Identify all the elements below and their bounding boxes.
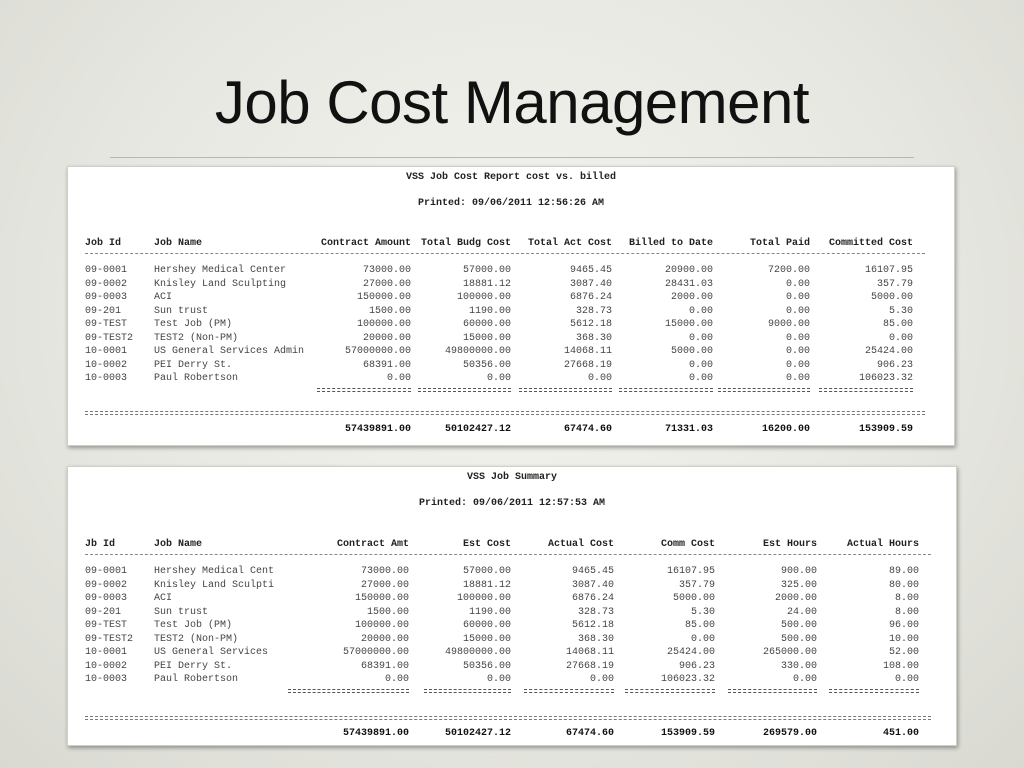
table-cell: 328.73 — [577, 606, 614, 618]
total-cell: 451.00 — [882, 728, 919, 739]
table-cell: 49800000.00 — [444, 346, 511, 357]
table-cell: 0.00 — [690, 633, 715, 645]
table-cell: Paul Robertson — [154, 674, 239, 685]
table-cell: 328.73 — [575, 305, 612, 317]
report-printed-date: Printed: 09/06/2011 12:57:53 AM — [418, 498, 606, 509]
table-cell: 0.00 — [688, 373, 713, 384]
column-header: Total Act Cost — [527, 238, 612, 249]
table-cell: 60000.00 — [462, 319, 511, 330]
table-row — [68, 673, 956, 686]
table-cell: 18881.12 — [462, 579, 511, 591]
table-cell: 6876.24 — [571, 593, 614, 604]
table-cell: 1500.00 — [368, 305, 411, 317]
total-cell: 269579.00 — [762, 728, 817, 739]
table-row — [68, 660, 956, 673]
table-cell: 80.00 — [888, 579, 919, 591]
table-cell: 09-TEST2 — [85, 633, 134, 645]
table-cell: 5000.00 — [672, 593, 715, 604]
subtotal-underline — [519, 388, 612, 392]
table-cell: 49800000.00 — [444, 647, 511, 658]
column-header: Comm Cost — [660, 539, 715, 550]
table-cell: 16107.95 — [864, 265, 913, 276]
table-cell: 906.23 — [678, 660, 715, 672]
subtotal-underline — [317, 388, 411, 392]
column-header: Est Hours — [762, 539, 817, 550]
table-cell: 89.00 — [888, 566, 919, 577]
table-cell: 25424.00 — [666, 647, 715, 658]
table-cell: 10-0003 — [85, 373, 128, 384]
table-cell: TEST2 (Non-PM) — [154, 633, 239, 645]
table-row — [68, 619, 956, 632]
table-cell: 27668.19 — [563, 359, 612, 371]
table-cell: 14068.11 — [565, 647, 614, 658]
table-cell: 0.00 — [888, 332, 913, 344]
table-cell: 0.00 — [384, 674, 409, 685]
column-header: Billed to Date — [628, 238, 713, 249]
table-cell: 0.00 — [486, 674, 511, 685]
table-cell: 09-TEST2 — [85, 332, 134, 344]
table-cell: 16107.95 — [666, 566, 715, 577]
table-cell: 24.00 — [786, 606, 817, 618]
total-cell: 67474.60 — [563, 424, 612, 435]
table-cell: 85.00 — [684, 620, 715, 631]
table-cell: 0.00 — [792, 674, 817, 685]
subtotal-underline — [625, 689, 715, 693]
column-header: Contract Amt — [336, 539, 409, 550]
table-cell: 09-0002 — [85, 278, 128, 290]
table-cell: 14068.11 — [563, 346, 612, 357]
column-header: Jb Id — [85, 539, 116, 550]
table-cell: 0.00 — [688, 359, 713, 371]
table-cell: 96.00 — [888, 620, 919, 631]
subtotal-underline — [728, 689, 817, 693]
table-cell: 57000.00 — [462, 566, 511, 577]
table-cell: 52.00 — [888, 647, 919, 658]
subtotal-underline — [524, 689, 614, 693]
table-cell: ACI — [154, 292, 173, 303]
table-cell: 0.00 — [587, 373, 612, 384]
table-cell: 09-0003 — [85, 292, 128, 303]
total-cell: 71331.03 — [664, 424, 713, 435]
table-row — [68, 359, 954, 372]
report-title: VSS Job Summary — [466, 472, 557, 483]
column-header: Job Name — [154, 539, 203, 550]
table-cell: 8.00 — [894, 606, 919, 618]
table-cell: 57000.00 — [462, 265, 511, 276]
table-cell: 85.00 — [882, 319, 913, 330]
table-cell: Sun trust — [154, 606, 209, 618]
table-cell: PEI Derry St. — [154, 660, 233, 672]
table-row — [68, 633, 956, 646]
table-cell: 9465.45 — [571, 566, 614, 577]
subtotal-underline — [619, 388, 713, 392]
table-row — [68, 332, 954, 345]
table-cell: 100000.00 — [456, 292, 511, 303]
column-header: Actual Cost — [547, 539, 614, 550]
table-cell: 500.00 — [780, 633, 817, 645]
table-cell: 09-TEST — [85, 620, 128, 631]
table-cell: 368.30 — [575, 332, 612, 344]
table-cell: 57000000.00 — [342, 647, 409, 658]
table-cell: 18881.12 — [462, 278, 511, 290]
table-row — [68, 345, 954, 358]
table-row — [68, 579, 956, 592]
job-cost-report — [67, 166, 955, 446]
header-divider — [85, 253, 925, 254]
table-row — [68, 372, 954, 385]
subtotal-underline — [424, 689, 511, 693]
table-cell: 20000.00 — [360, 633, 409, 645]
table-cell: 27668.19 — [565, 660, 614, 672]
table-row — [68, 646, 956, 659]
table-cell: 2000.00 — [774, 593, 817, 604]
table-cell: 10-0002 — [85, 660, 128, 672]
table-cell: 09-0002 — [85, 579, 128, 591]
table-row — [68, 592, 956, 605]
table-cell: 8.00 — [894, 593, 919, 604]
table-cell: 0.00 — [785, 332, 810, 344]
table-cell: 150000.00 — [356, 292, 411, 303]
table-cell: Hershey Medical Cent — [154, 566, 275, 577]
title-divider — [110, 157, 914, 158]
table-cell: 20000.00 — [362, 332, 411, 344]
column-header: Est Cost — [462, 539, 511, 550]
table-cell: 1190.00 — [468, 606, 511, 618]
table-cell: 325.00 — [780, 579, 817, 591]
table-row — [68, 305, 954, 318]
table-cell: Knisley Land Sculpting — [154, 278, 287, 290]
table-cell: 0.00 — [688, 332, 713, 344]
table-cell: 9000.00 — [767, 319, 810, 330]
table-cell: 0.00 — [688, 305, 713, 317]
table-cell: Hershey Medical Center — [154, 265, 287, 276]
table-cell: 09-201 — [85, 305, 122, 317]
column-header: Actual Hours — [846, 539, 919, 550]
table-cell: 3087.40 — [569, 278, 612, 290]
subtotal-underline — [718, 388, 810, 392]
table-cell: 100000.00 — [354, 620, 409, 631]
table-cell: 265000.00 — [762, 647, 817, 658]
table-cell: Test Job (PM) — [154, 319, 233, 330]
table-cell: 20900.00 — [664, 265, 713, 276]
table-cell: 09-0001 — [85, 265, 128, 276]
job-summary-report — [67, 466, 957, 746]
table-cell: Paul Robertson — [154, 373, 239, 384]
table-cell: Knisley Land Sculpti — [154, 579, 275, 591]
table-cell: 0.00 — [785, 292, 810, 303]
table-cell: 357.79 — [678, 579, 715, 591]
table-cell: 0.00 — [894, 674, 919, 685]
header-divider — [85, 554, 931, 555]
table-row — [68, 606, 956, 619]
table-cell: 5612.18 — [569, 319, 612, 330]
table-row — [68, 264, 954, 277]
table-cell: 28431.03 — [664, 278, 713, 290]
table-cell: Test Job (PM) — [154, 620, 233, 631]
total-cell: 153909.59 — [858, 424, 913, 435]
table-cell: 09-TEST — [85, 319, 128, 330]
table-cell: 09-0003 — [85, 593, 128, 604]
table-cell: 106023.32 — [858, 373, 913, 384]
table-cell: 0.00 — [785, 346, 810, 357]
table-cell: 68391.00 — [360, 660, 409, 672]
table-cell: 0.00 — [486, 373, 511, 384]
total-cell: 57439891.00 — [342, 728, 409, 739]
column-header: Contract Amount — [320, 238, 411, 249]
table-cell: 900.00 — [780, 566, 817, 577]
table-cell: 10-0002 — [85, 359, 128, 371]
table-cell: 68391.00 — [362, 359, 411, 371]
table-cell: 73000.00 — [360, 566, 409, 577]
subtotal-underline — [829, 689, 919, 693]
table-cell: 0.00 — [386, 373, 411, 384]
table-cell: 368.30 — [577, 633, 614, 645]
column-header: Total Paid — [749, 238, 810, 249]
column-header: Total Budg Cost — [420, 238, 511, 249]
totals-row — [68, 423, 954, 436]
table-cell: 150000.00 — [354, 593, 409, 604]
table-cell: 15000.00 — [462, 633, 511, 645]
slide-title: Job Cost Management — [214, 69, 810, 136]
subtotal-underline — [819, 388, 913, 392]
table-cell: 0.00 — [785, 305, 810, 317]
table-row — [68, 318, 954, 331]
table-cell: 330.00 — [780, 660, 817, 672]
report-title: VSS Job Cost Report cost vs. billed — [405, 172, 617, 183]
table-cell: 0.00 — [589, 674, 614, 685]
table-cell: 73000.00 — [362, 265, 411, 276]
column-header: Job Name — [154, 238, 203, 249]
table-cell: 6876.24 — [569, 292, 612, 303]
table-header — [68, 538, 956, 551]
totals-divider — [85, 716, 931, 720]
table-cell: TEST2 (Non-PM) — [154, 332, 239, 344]
table-cell: 106023.32 — [660, 674, 715, 685]
totals-row — [68, 727, 956, 740]
table-cell: 5000.00 — [670, 346, 713, 357]
table-cell: 10-0003 — [85, 674, 128, 685]
table-cell: 5.30 — [888, 305, 913, 317]
table-cell: US General Services — [154, 647, 269, 658]
table-cell: 0.00 — [785, 278, 810, 290]
table-cell: ACI — [154, 593, 173, 604]
table-cell: 100000.00 — [356, 319, 411, 330]
table-cell: 50356.00 — [462, 660, 511, 672]
table-cell: 50356.00 — [462, 359, 511, 371]
column-header: Committed Cost — [828, 238, 913, 249]
table-cell: 27000.00 — [360, 579, 409, 591]
table-cell: 57000000.00 — [344, 346, 411, 357]
table-cell: 1500.00 — [366, 606, 409, 618]
table-cell: 09-0001 — [85, 566, 128, 577]
table-cell: PEI Derry St. — [154, 359, 233, 371]
total-cell: 16200.00 — [761, 424, 810, 435]
table-cell: 500.00 — [780, 620, 817, 631]
table-cell: 357.79 — [876, 278, 913, 290]
subtotal-underline — [288, 689, 409, 693]
column-header: Job Id — [85, 238, 122, 249]
table-cell: 10-0001 — [85, 647, 128, 658]
table-row — [68, 291, 954, 304]
table-cell: 0.00 — [785, 373, 810, 384]
table-cell: 2000.00 — [670, 292, 713, 303]
table-cell: 25424.00 — [864, 346, 913, 357]
total-cell: 50102427.12 — [444, 728, 511, 739]
table-cell: 3087.40 — [571, 579, 614, 591]
table-cell: 27000.00 — [362, 278, 411, 290]
table-cell: 15000.00 — [664, 319, 713, 330]
table-cell: 5.30 — [690, 606, 715, 618]
table-cell: 15000.00 — [462, 332, 511, 344]
table-cell: 100000.00 — [456, 593, 511, 604]
totals-divider — [85, 411, 925, 415]
table-cell: 9465.45 — [569, 265, 612, 276]
table-cell: 60000.00 — [462, 620, 511, 631]
table-row — [68, 565, 956, 578]
table-cell: 10.00 — [888, 633, 919, 645]
table-cell: 10-0001 — [85, 346, 128, 357]
table-cell: 09-201 — [85, 606, 122, 618]
table-cell: 7200.00 — [767, 265, 810, 276]
report-printed-date: Printed: 09/06/2011 12:56:26 AM — [417, 198, 605, 209]
table-cell: 0.00 — [785, 359, 810, 371]
table-cell: 1190.00 — [468, 305, 511, 317]
table-cell: 5612.18 — [571, 620, 614, 631]
total-cell: 153909.59 — [660, 728, 715, 739]
table-cell: US General Services Admin — [154, 346, 305, 357]
table-cell: 108.00 — [882, 660, 919, 672]
subtotal-underline — [418, 388, 511, 392]
table-cell: 906.23 — [876, 359, 913, 371]
table-cell: Sun trust — [154, 305, 209, 317]
total-cell: 57439891.00 — [344, 424, 411, 435]
total-cell: 50102427.12 — [444, 424, 511, 435]
table-cell: 5000.00 — [870, 292, 913, 303]
table-row — [68, 278, 954, 291]
table-header — [68, 237, 954, 250]
total-cell: 67474.60 — [565, 728, 614, 739]
